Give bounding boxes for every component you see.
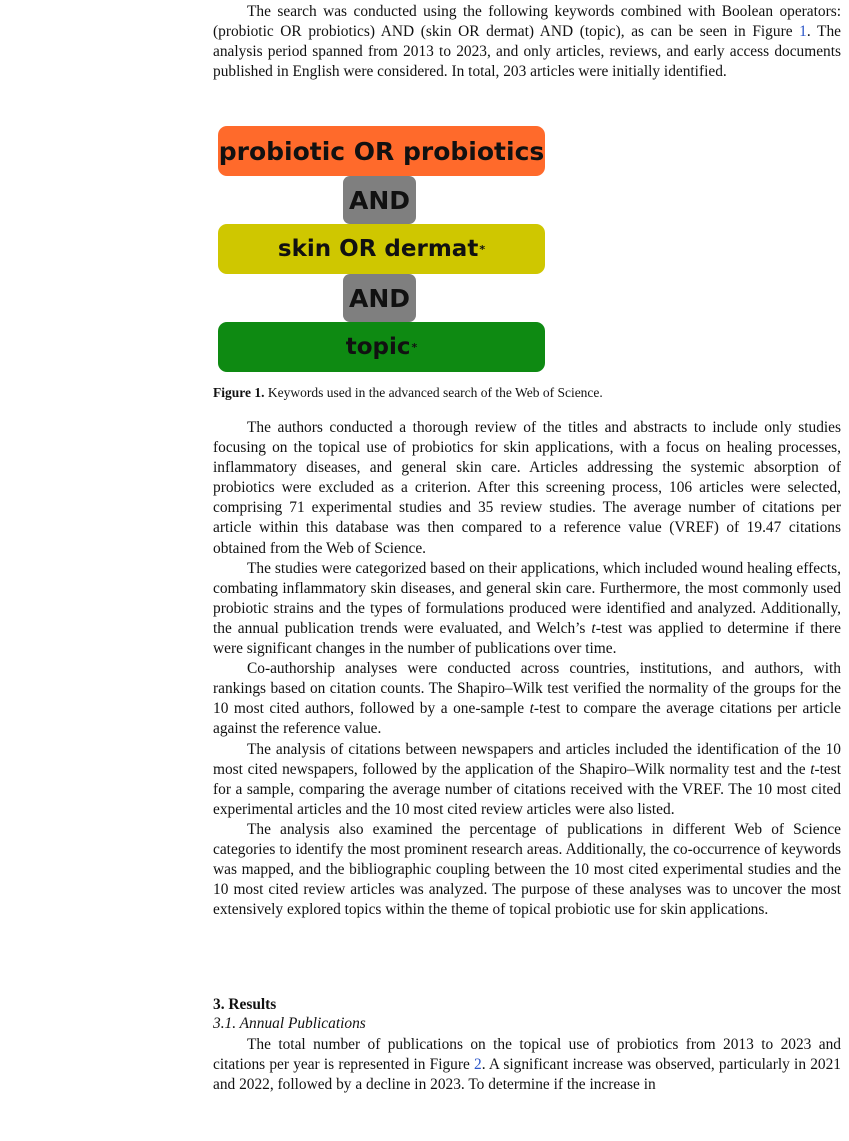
paragraph-citations: The analysis of citations between newspapers and articles included the identification of the 10 most cited newspapers, followed by the application of the Shapiro–Wilk normality test and the t-test for a sample, comparing the average number of citations received with the VREF. The 10 most cited experimental articles and the 10 most cited review articles were also listed.	[213, 740, 841, 818]
figure-2-link[interactable]: 2	[474, 1056, 482, 1074]
results-section	[213, 996, 841, 1095]
keyword-box-probiotic: probiotic OR probiotics	[218, 126, 545, 176]
subsection-heading-annual: 3.1. Annual Publications	[213, 1015, 366, 1032]
and-connector-1: AND	[343, 176, 416, 224]
keyword-box-topic: topic *	[218, 322, 545, 372]
paragraph-coauthorship: Co-authorship analyses were conducted across countries, institutions, and authors, with rankings based on citation counts. The Shapiro–Wilk test verified the normality of the groups for the 10 most cited authors, followed by a one-sample t-test to compare the average citations per article against the reference value.	[213, 660, 841, 738]
and-connector-2: AND	[343, 274, 416, 322]
wildcard-mark: *	[479, 242, 486, 256]
paragraph-search-method: The search was conducted using the following keywords combined with Boolean operators: (probiotic OR probiotics) AND (skin OR dermat) AND (topic), as can be seen in Figure 1. The analysis period spanned from 2013 to 2023, and only articles, reviews, and early access documents published in English were considered. In total, 203 articles were initially identified.	[213, 3, 841, 81]
paragraph-screening: The authors conducted a thorough review of the titles and abstracts to include only studies focusing on the topical use of probiotics for skin applications, with a focus on healing processes, inflammatory diseases, and general skin care. Articles addressing the systemic absorption of probiotics were excluded as a criterion. After this screening process, 106 articles were selected, comprising 71 experimental studies and 35 review studies. The average number of citations per article within this database was then compared to a reference value (VREF) of 19.47 citations obtained from the Web of Science.	[213, 419, 841, 557]
paragraph-categorization: The studies were categorized based on their applications, which included wound healing effects, combating inflammatory skin diseases, and general skin care. Furthermore, the most commonly used probiotic strains and the types of formulations produced were identified and analyzed. Additionally, the annual publication trends were evaluated, and Welch’s t-test was applied to determine if there were significant changes in the number of publications over time.	[213, 559, 842, 658]
caption-text: Keywords used in the advanced search of the Web of Science.	[264, 385, 603, 400]
wildcard-mark: *	[411, 340, 418, 354]
section-heading-results: 3. Results	[213, 996, 277, 1013]
caption-label: Figure 1.	[213, 385, 265, 400]
keyword-box-skin: skin OR dermat *	[218, 224, 545, 274]
methods-body	[213, 418, 841, 920]
intro-section	[213, 2, 841, 82]
figure-1-link[interactable]: 1	[799, 23, 807, 41]
figure-1-caption	[213, 385, 841, 401]
paragraph-categories: The analysis also examined the percentage of publications in different Web of Science categories to identify the most prominent research areas. Additionally, the co-occurrence of keywords was mapped, and the bibliographic coupling between the 10 most cited experimental studies and the 10 most cited review articles was analyzed. The purpose of these analyses was to uncover the most extensively explored topics within the theme of topical probiotic use for skin applications.	[213, 820, 841, 919]
paragraph-annual-publications: The total number of publications on the topical use of probiotics from 2013 to 2023 and citations per year is represented in Figure 2. A significant increase was observed, particularly in 2021 and 2022, followed by a decline in 2023. To determine if the increase in	[213, 1036, 841, 1094]
